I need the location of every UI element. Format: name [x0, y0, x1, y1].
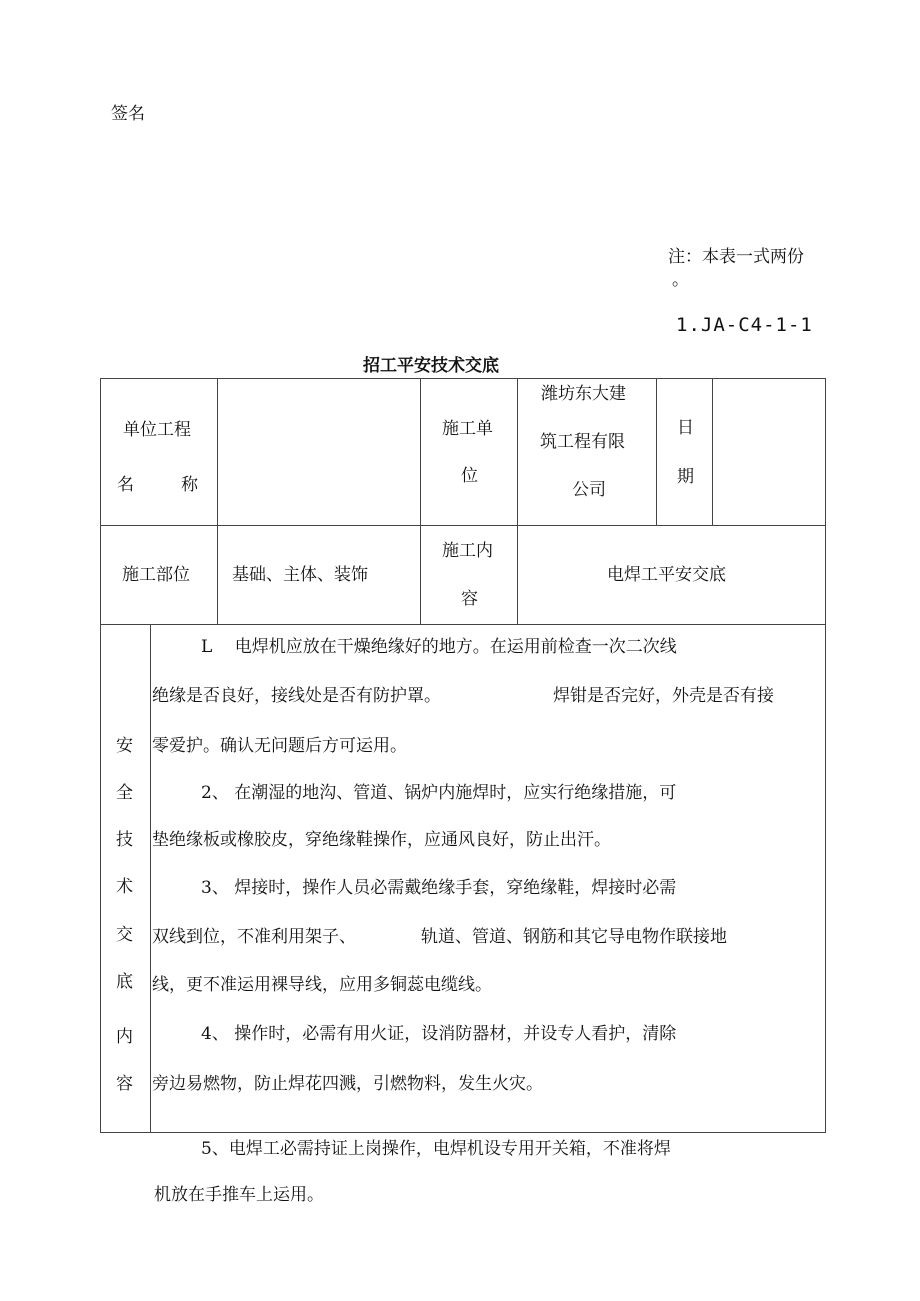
safety-text-line: L 电焊机应放在干燥绝缘好的地方。在运用前检查一次二次线: [201, 637, 677, 657]
side-label-char: 底: [116, 972, 133, 992]
side-label-char: 交: [116, 925, 133, 945]
table-col-divider: [150, 624, 151, 1133]
after-table-line: 机放在手推车上运用。: [154, 1185, 324, 1205]
side-label-char: 容: [116, 1074, 133, 1094]
side-label-char: 术: [116, 877, 133, 897]
table-row-divider: [100, 525, 826, 526]
table-col-divider: [420, 378, 421, 625]
unit-project-label-name: 名: [117, 475, 134, 495]
table-border-left: [100, 378, 101, 1133]
note-line-2: 。: [672, 270, 689, 290]
after-table-line: 5、电焊工必需持证上岗操作，电焊机设专用开关箱，不准将焊: [201, 1139, 671, 1159]
date-label: 日: [677, 418, 694, 438]
unit-project-label-title: 称: [181, 475, 198, 495]
constructor-label-cont: 位: [461, 466, 478, 486]
safety-text-line: 4、 操作时，必需有用火证，设消防器材，并设专人看护，清除: [201, 1024, 677, 1044]
safety-text-line: 垫绝缘板或橡胶皮，穿绝缘鞋操作，应通风良好，防止出汗。: [152, 830, 611, 850]
construction-content-label-cont: 容: [461, 589, 478, 609]
table-row-divider: [100, 624, 826, 625]
safety-text-line: 3、 焊接时，操作人员必需戴绝缘手套，穿绝缘鞋，焊接时必需: [201, 878, 677, 898]
safety-text-line: 线，更不准运用裸导线，应用多铜蕊电缆线。: [152, 975, 492, 995]
safety-text-line: 2、 在潮湿的地沟、管道、锅炉内施焊时，应实行绝缘措施，可: [201, 783, 677, 803]
unit-project-value: [218, 379, 420, 525]
date-value: [713, 379, 825, 525]
construction-part-label: 施工部位: [122, 565, 190, 585]
side-label-char: 内: [116, 1027, 133, 1047]
side-label-char: 全: [116, 783, 133, 803]
table-border-right: [825, 378, 826, 1133]
construction-content-label: 施工内: [442, 541, 493, 561]
constructor-value-line-1: 潍坊东大建: [541, 384, 626, 404]
form-code: 1.JA-C4-1-1: [676, 314, 813, 336]
safety-text-line: 焊钳是否完好，外壳是否有接: [553, 686, 774, 706]
safety-text-line: 轨道、管道、钢筋和其它导电物作联接地: [421, 927, 727, 947]
date-label-cont: 期: [677, 467, 694, 487]
safety-text-line: 零爱护。确认无问题后方可运用。: [152, 736, 407, 756]
constructor-label: 施工单: [442, 419, 493, 439]
unit-project-label: 单位工程: [123, 420, 191, 440]
table-border-bottom: [100, 1132, 826, 1133]
page-title: 招工平安技术交底: [363, 356, 499, 376]
construction-part-value: 基础、主体、装饰: [232, 565, 368, 585]
side-label-char: 安: [116, 736, 133, 756]
constructor-value-line-3: 公司: [572, 480, 606, 500]
signature-label: 签名: [111, 104, 145, 124]
safety-text-line: 旁边易燃物，防止焊花四溅，引燃物料，发生火灾。: [152, 1074, 543, 1094]
constructor-value-line-2: 筑工程有限: [540, 432, 625, 452]
side-label-char: 技: [116, 830, 133, 850]
note-line-1: 注：本表一式两份: [668, 247, 804, 267]
construction-content-value: 电焊工平安交底: [607, 565, 726, 585]
safety-text-line: 双线到位，不准利用架子、: [152, 927, 356, 947]
table-col-divider: [656, 378, 657, 526]
table-col-divider: [517, 378, 518, 625]
safety-text-line: 绝缘是否良好，接线处是否有防护罩。: [152, 686, 441, 706]
